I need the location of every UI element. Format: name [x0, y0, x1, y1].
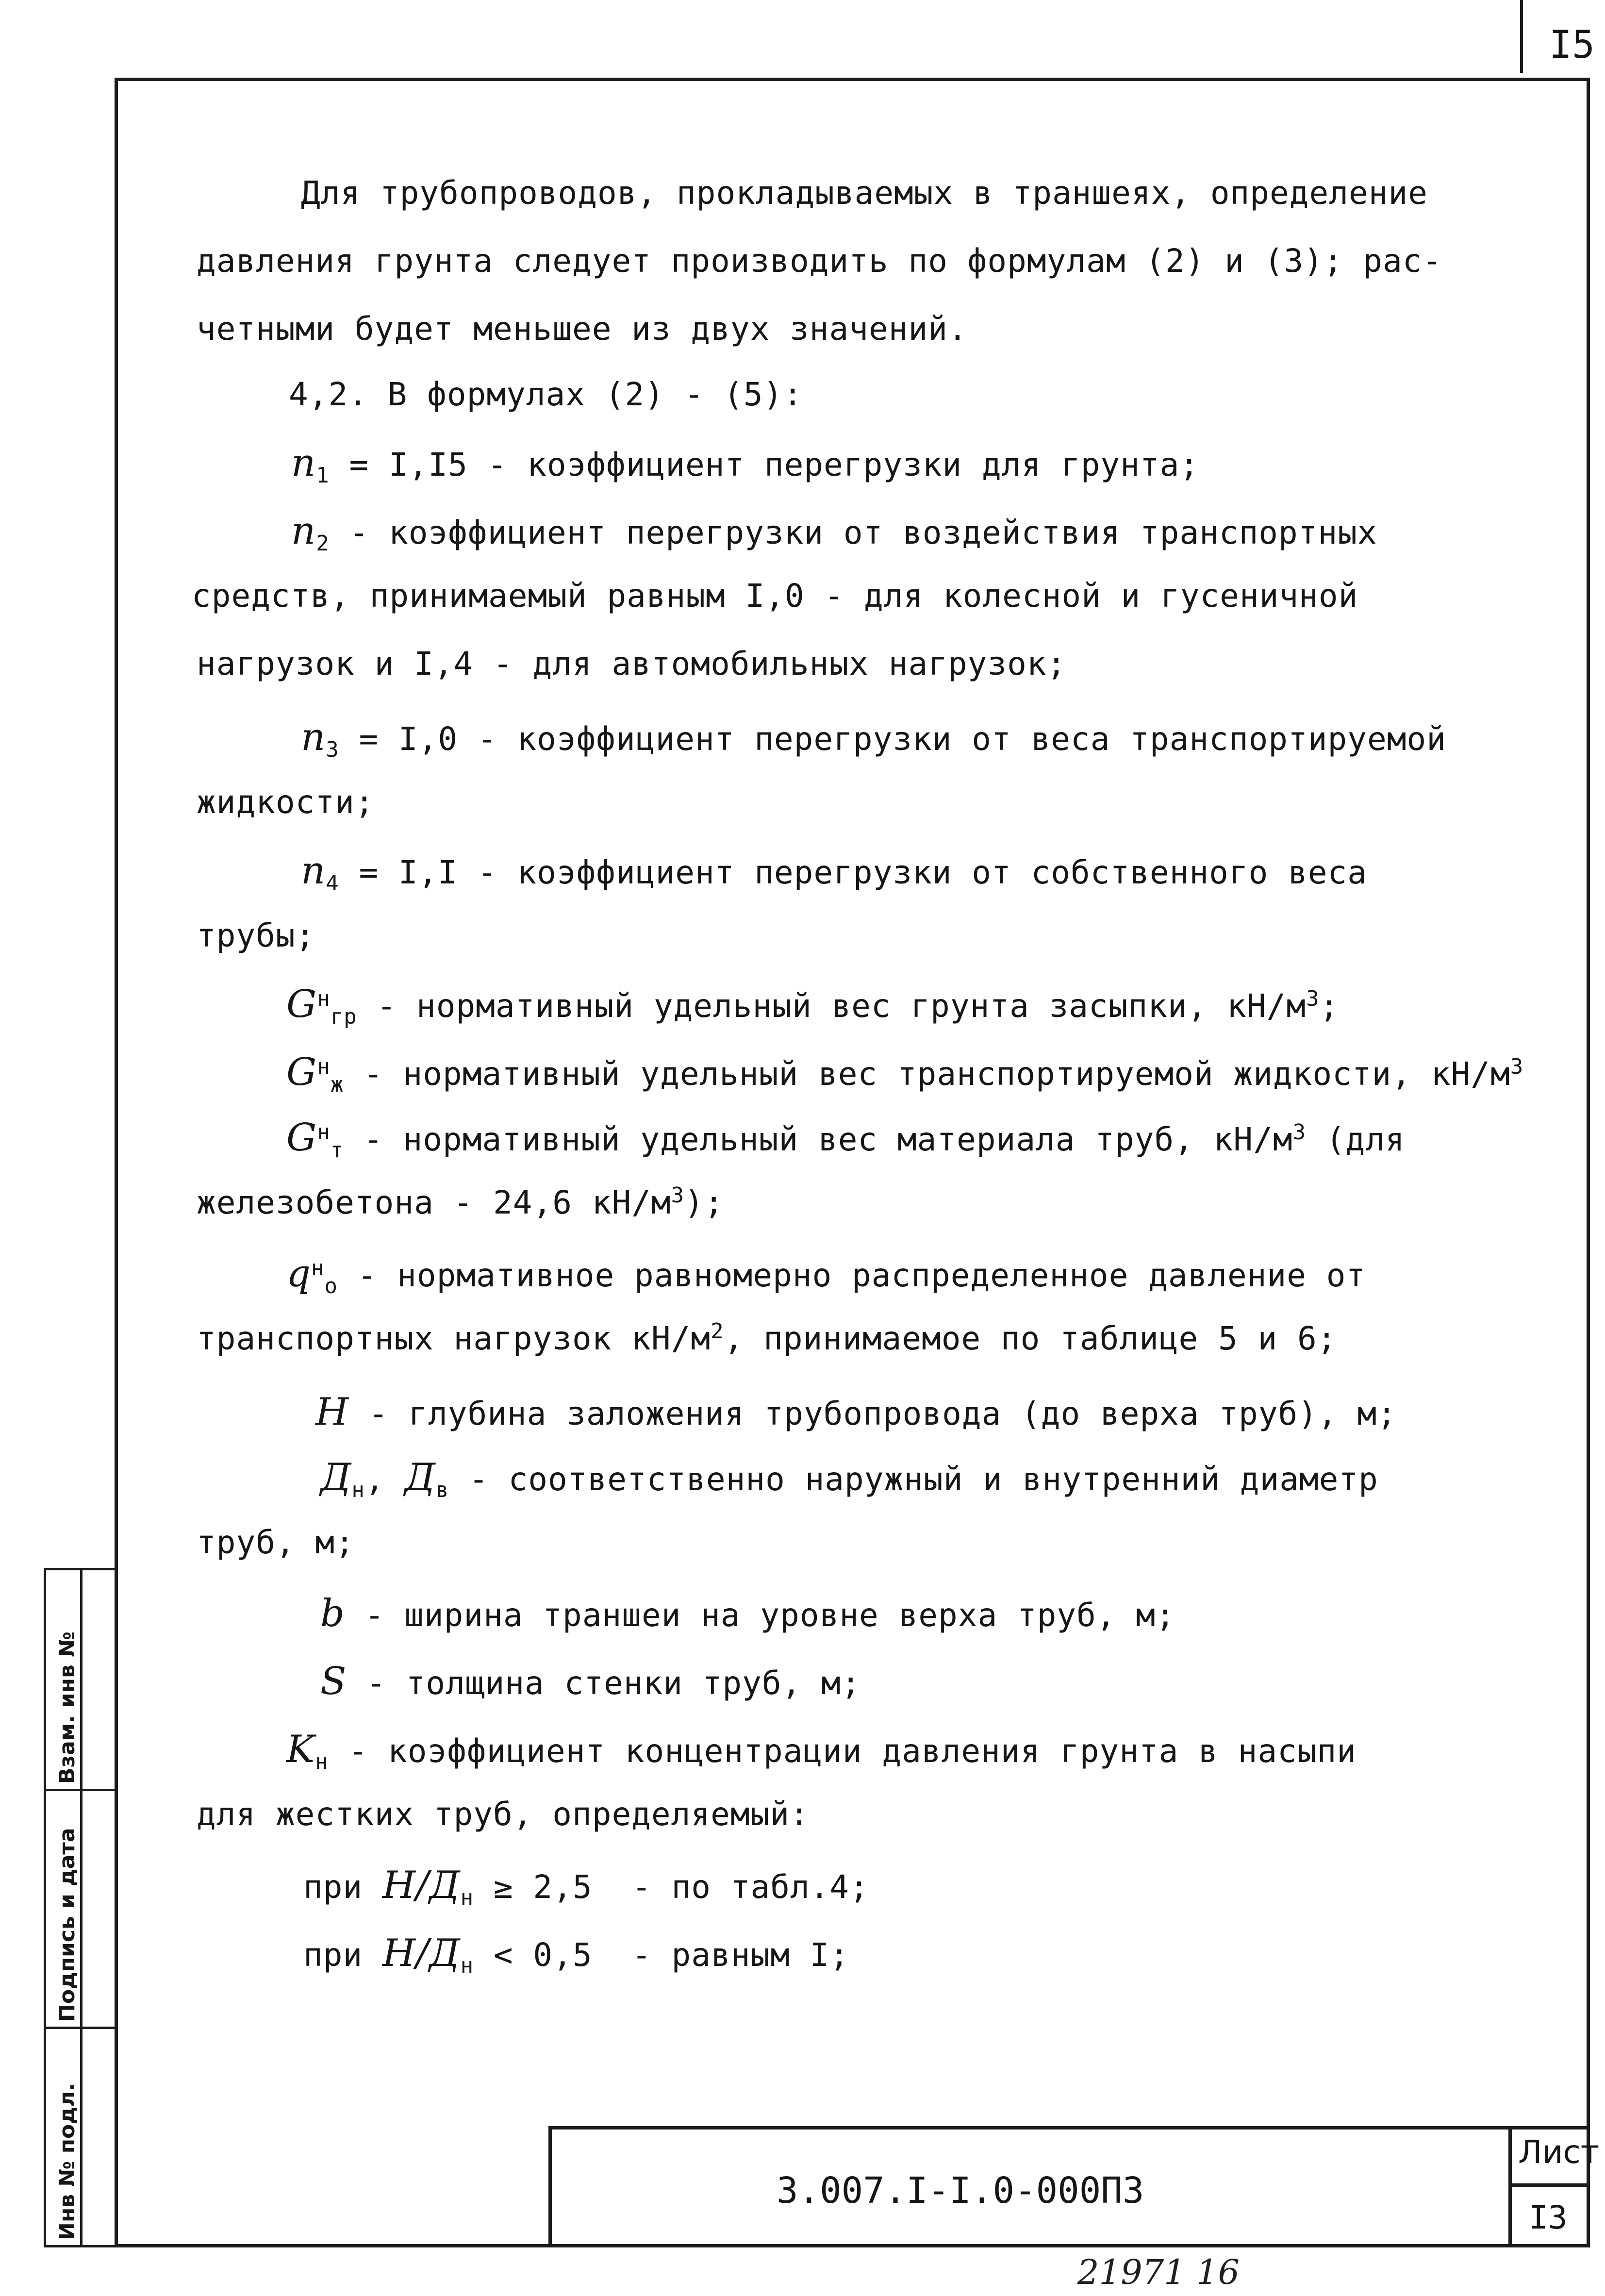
ratio-h-d: H/Д — [382, 1931, 461, 1975]
def-diameters: $Д_н$, $Д_в$ - соответственно наружный и внутренний диаметр — [320, 1456, 1378, 1503]
def-n3: $n_3 = I,0$ - коэффициент перегрузки от веса транспортируемой — [301, 715, 1446, 763]
def-diameters-line-2: труб, м; — [197, 1524, 355, 1561]
symbol-b: b — [320, 1592, 345, 1635]
symbol-n2: n — [291, 509, 316, 553]
paragraph-2: 4,2. В формулах (2) - (5): — [289, 376, 803, 413]
symbol-n1: n — [291, 441, 316, 485]
def-q0: $q^н_о$ - нормативное равномерно распределенное давление от — [286, 1252, 1366, 1299]
symbol-gamma-t: G — [286, 1116, 317, 1160]
def-n4: $n_4 = I,I$ - коэффициент перегрузки от собственного веса — [301, 849, 1367, 896]
condition-2: при $H/Д_н < 0,5$ - равным I; — [303, 1931, 850, 1979]
def-h: H - глубина заложения трубопровода (до верха труб), м; — [315, 1390, 1397, 1434]
symbol-d-outer: Д — [320, 1456, 352, 1499]
stamp-inventory-original: Инв № подл. — [55, 2083, 80, 2240]
corner-rule — [1520, 0, 1523, 73]
def-k-line-2: для жестких труб, определяемый: — [197, 1796, 810, 1833]
def-n2-line-2: средств, принимаемый равным I,0 - для колесной и гусеничной — [192, 577, 1358, 615]
symbol-d-inner: Д — [404, 1456, 436, 1499]
sheet-label: Лист — [1518, 2133, 1600, 2171]
symbol-k: K — [286, 1728, 315, 1771]
stamp-divider — [80, 1570, 83, 2245]
ratio-h-d: H/Д — [382, 1863, 461, 1907]
paragraph-1-line-1: Для трубопроводов, прокладываемых в траншеях, определение — [301, 174, 1428, 212]
def-n2-line-3: нагрузок и I,4 - для автомобильных нагрузок; — [197, 645, 1067, 682]
symbol-n3: n — [301, 715, 326, 759]
sheet-cell-separator — [1508, 2183, 1590, 2187]
approval-stamp — [44, 1568, 115, 2247]
symbol-gamma-gr: G — [286, 982, 317, 1026]
document-code: 3.007.I-I.0-000ПЗ — [777, 2170, 1144, 2212]
paragraph-1-line-2: давления грунта следует производить по формулам (2) и (3); рас- — [197, 242, 1442, 280]
def-gamma-gr: $G^н_{гр}$ - нормативный удельный вес грунта засыпки, $кН/м^3$; — [286, 982, 1340, 1030]
sheet-number: I3 — [1529, 2199, 1568, 2236]
symbol-h: H — [315, 1390, 349, 1434]
handwritten-number: 21971 16 — [1077, 2252, 1240, 2292]
paragraph-1-line-3: четными будет меньшее из двух значений. — [197, 310, 968, 348]
def-n3-line-2: жидкости; — [197, 783, 375, 821]
symbol-n4: n — [301, 849, 326, 893]
def-gamma-t-line-2: железобетона - 24,6 $кН/м^3$); — [197, 1183, 724, 1221]
def-k: $K_н$ - коэффициент концентрации давления грунта в насыпи — [286, 1728, 1357, 1775]
stamp-separator — [46, 1789, 117, 1791]
corner-sheet-number: I5 — [1549, 23, 1595, 67]
stamp-signature-date: Подпись и дата — [55, 1828, 80, 2022]
stamp-replacement-inventory: Взам. инв № — [55, 1631, 80, 1784]
stamp-separator — [46, 2027, 117, 2029]
def-n2: $n_2$ - коэффициент перегрузки от воздействия транспортных — [291, 509, 1377, 556]
symbol-gamma-zh: G — [286, 1050, 317, 1094]
symbol-s: S — [320, 1660, 347, 1703]
def-n4-line-2: трубы; — [197, 917, 315, 954]
condition-1: при $H/Д_н \ge 2,5$ - по табл.4; — [303, 1863, 869, 1911]
def-n1: $n_1 = I,I5$ - коэффициент перегрузки для грунта; — [291, 441, 1200, 488]
def-gamma-zh: $G^н_ж$ - нормативный удельный вес транспортируемой жидкости, $кН/м^3$ — [286, 1050, 1524, 1098]
def-b: b - ширина траншеи на уровне верха труб, м; — [320, 1592, 1175, 1635]
def-q0-line-2: транспортных нагрузок $кН/м^2$, принимаемое по таблице 5 и 6; — [197, 1319, 1337, 1357]
def-s: S - толщина стенки труб, м; — [320, 1660, 861, 1703]
def-gamma-t: $G^н_т$ - нормативный удельный вес материала труб, $кН/м^3$ (для — [286, 1116, 1405, 1163]
symbol-q0: q — [286, 1252, 311, 1296]
